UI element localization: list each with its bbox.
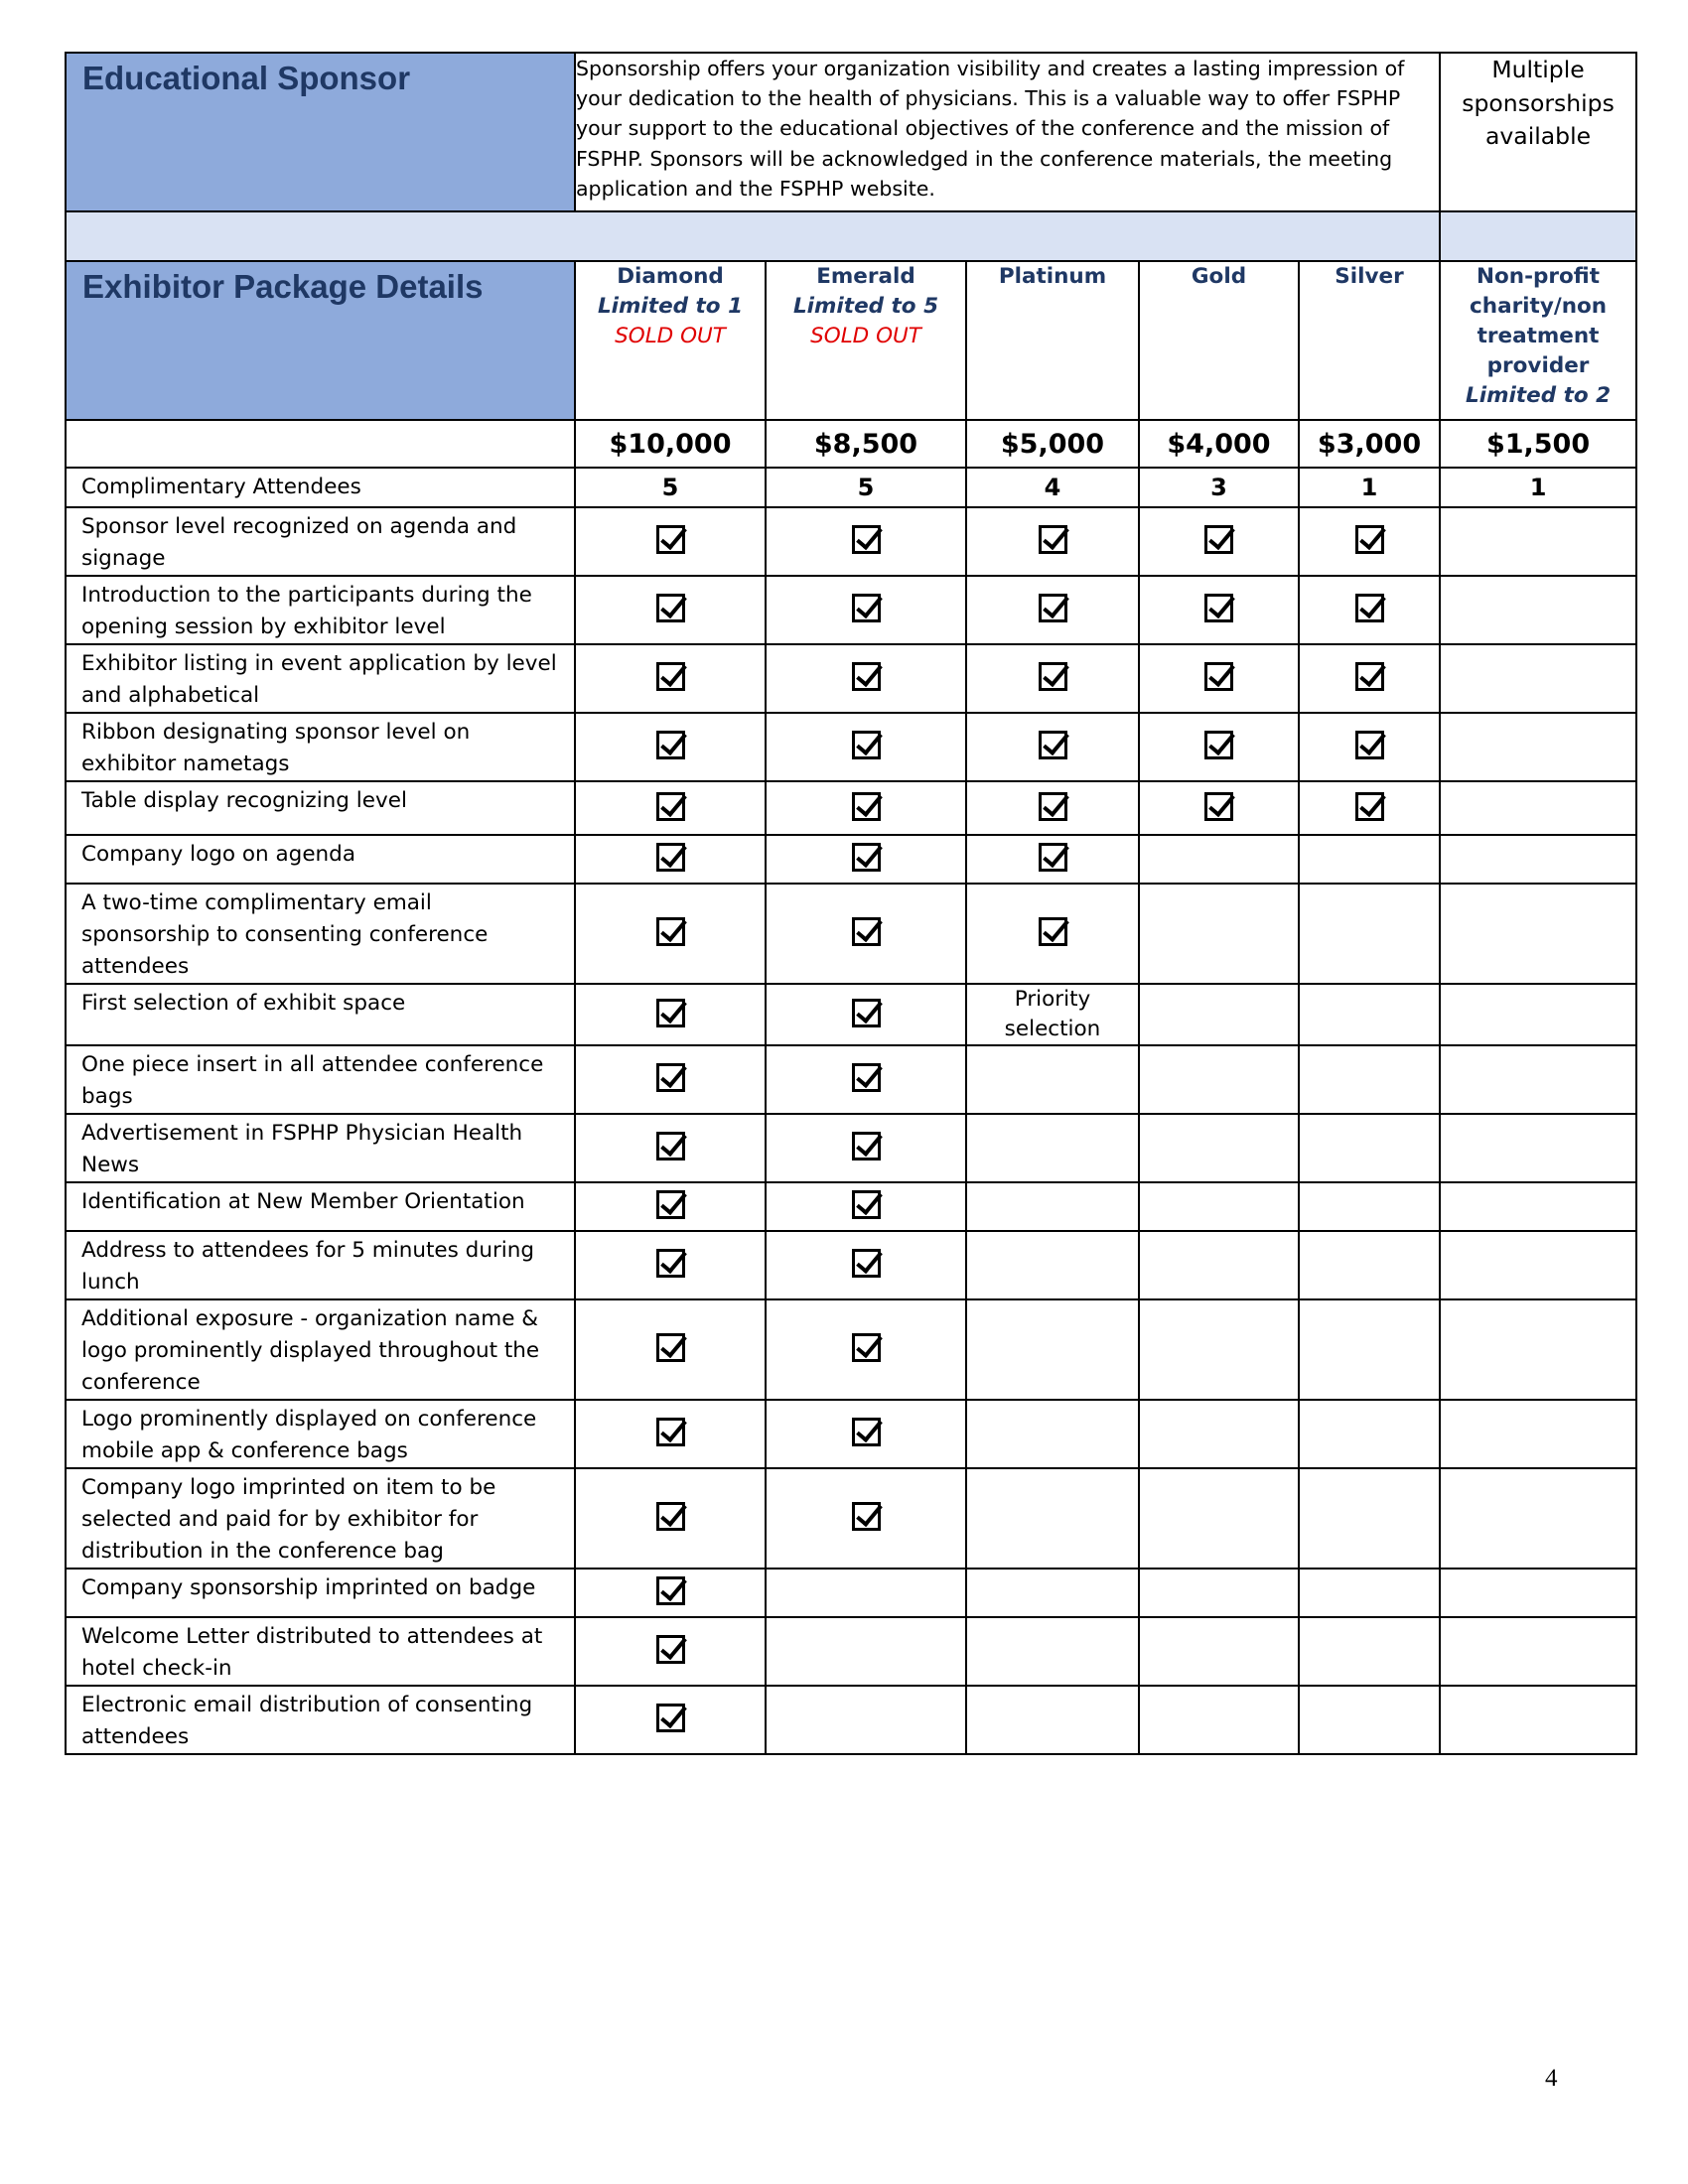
spacer-band-row <box>66 211 1636 261</box>
checkbox-checked-icon <box>656 792 685 821</box>
feature-row <box>66 1231 1636 1299</box>
empty-cell <box>1440 1299 1636 1400</box>
feature-label: Company logo on agenda <box>66 835 575 884</box>
included-cell <box>575 644 766 713</box>
feature-row <box>66 835 1636 884</box>
included-cell <box>1139 644 1299 713</box>
tier-limit-note: Limited to 5 <box>792 294 939 319</box>
included-cell <box>575 1299 766 1400</box>
feature-row <box>66 1182 1636 1231</box>
empty-cell <box>1139 1182 1299 1231</box>
empty-cell <box>1139 1045 1299 1114</box>
included-cell <box>575 1468 766 1569</box>
included-cell <box>766 1114 966 1182</box>
sold-out-label: SOLD OUT <box>615 324 726 348</box>
checkbox-checked-icon <box>1204 594 1233 622</box>
tier-price: $5,000 <box>966 420 1139 468</box>
tier-price: $3,000 <box>1299 420 1440 468</box>
checkbox-checked-icon <box>1204 731 1233 759</box>
checkbox-checked-icon <box>656 1249 685 1278</box>
tier-limit-note: Limited to 1 <box>597 294 744 319</box>
feature-row <box>66 884 1636 984</box>
checkbox-checked-icon <box>656 1190 685 1219</box>
empty-cell <box>1139 835 1299 884</box>
empty-cell <box>1440 1468 1636 1569</box>
tier-attendee-count: 5 <box>766 468 966 507</box>
empty-cell <box>966 1231 1139 1299</box>
tier-header-4 <box>1299 261 1440 420</box>
empty-cell <box>966 1617 1139 1686</box>
empty-cell <box>966 1686 1139 1754</box>
checkbox-checked-icon <box>852 917 881 946</box>
included-cell <box>575 507 766 576</box>
included-cell <box>1299 507 1440 576</box>
checkbox-checked-icon <box>852 1063 881 1092</box>
empty-cell <box>966 1468 1139 1569</box>
checkbox-checked-icon <box>852 999 881 1027</box>
checkbox-checked-icon <box>852 1333 881 1362</box>
checkbox-checked-icon <box>852 1502 881 1531</box>
empty-cell <box>1440 713 1636 781</box>
tier-price: $1,500 <box>1440 420 1636 468</box>
empty-cell <box>966 1182 1139 1231</box>
checkbox-checked-icon <box>656 1635 685 1664</box>
empty-cell <box>1440 1617 1636 1686</box>
feature-row <box>66 507 1636 576</box>
tier-name: Platinum <box>998 264 1107 289</box>
feature-row <box>66 1114 1636 1182</box>
included-cell <box>766 884 966 984</box>
empty-cell <box>1299 1617 1440 1686</box>
tier-price: $4,000 <box>1139 420 1299 468</box>
feature-label: Introduction to the participants during the opening session by exhibitor level <box>66 576 575 644</box>
checkbox-checked-icon <box>656 731 685 759</box>
checkbox-checked-icon <box>1039 843 1067 872</box>
feature-label: Company logo imprinted on item to be selected and paid for by exhibitor for distribution in the conference bag <box>66 1468 575 1569</box>
checkbox-checked-icon <box>852 1249 881 1278</box>
feature-label: Company sponsorship imprinted on badge <box>66 1569 575 1617</box>
feature-label: First selection of exhibit space <box>66 984 575 1045</box>
checkbox-checked-icon <box>1355 594 1384 622</box>
checkbox-checked-icon <box>852 594 881 622</box>
feature-row <box>66 1299 1636 1400</box>
tier-header-5 <box>1440 261 1636 420</box>
feature-row <box>66 644 1636 713</box>
empty-cell <box>1139 1231 1299 1299</box>
tier-header-0 <box>575 261 766 420</box>
empty-cell <box>1299 1114 1440 1182</box>
included-cell <box>1299 781 1440 835</box>
included-cell <box>966 507 1139 576</box>
empty-cell <box>1139 884 1299 984</box>
sold-out-label: SOLD OUT <box>810 324 921 348</box>
empty-cell <box>1299 1468 1440 1569</box>
included-cell <box>766 1299 966 1400</box>
tier-attendee-count: 5 <box>575 468 766 507</box>
checkbox-checked-icon <box>852 731 881 759</box>
checkbox-checked-icon <box>656 525 685 554</box>
included-cell <box>766 713 966 781</box>
checkbox-checked-icon <box>852 525 881 554</box>
exhibitor-title-cell <box>66 261 575 420</box>
feature-label: Additional exposure - organization name & logo prominently displayed throughout the conference <box>66 1299 575 1400</box>
tier-header-row <box>66 261 1636 420</box>
included-cell <box>766 576 966 644</box>
checkbox-checked-icon <box>656 1704 685 1732</box>
tier-name: Silver <box>1335 264 1404 289</box>
checkbox-checked-icon <box>852 1190 881 1219</box>
feature-label: Logo prominently displayed on conference mobile app & conference bags <box>66 1400 575 1468</box>
checkbox-checked-icon <box>1039 594 1067 622</box>
included-cell <box>766 984 966 1045</box>
included-cell <box>766 1182 966 1231</box>
tier-attendee-count: 4 <box>966 468 1139 507</box>
empty-cell <box>1299 1569 1440 1617</box>
tier-header-2 <box>966 261 1139 420</box>
included-cell <box>1299 576 1440 644</box>
empty-cell <box>1139 984 1299 1045</box>
feature-label: Sponsor level recognized on agenda and signage <box>66 507 575 576</box>
empty-cell <box>1299 984 1440 1045</box>
tier-name: Non-profit charity/non treatment provider <box>1470 264 1608 378</box>
included-cell <box>575 1231 766 1299</box>
empty-cell <box>766 1569 966 1617</box>
checkbox-checked-icon <box>1204 525 1233 554</box>
included-cell <box>766 1231 966 1299</box>
checkbox-checked-icon <box>1039 662 1067 691</box>
empty-cell <box>1440 576 1636 644</box>
empty-cell <box>1440 1400 1636 1468</box>
included-cell <box>575 1182 766 1231</box>
empty-cell <box>1299 1400 1440 1468</box>
checkbox-checked-icon <box>1039 917 1067 946</box>
empty-cell <box>1440 1045 1636 1114</box>
included-cell <box>766 644 966 713</box>
included-cell <box>966 644 1139 713</box>
attendees-row <box>66 468 1636 507</box>
checkbox-checked-icon <box>656 662 685 691</box>
empty-cell <box>1139 1569 1299 1617</box>
checkbox-checked-icon <box>656 917 685 946</box>
empty-cell <box>1440 984 1636 1045</box>
tier-attendee-count: 1 <box>1299 468 1440 507</box>
feature-row <box>66 984 1636 1045</box>
empty-cell <box>1299 1299 1440 1400</box>
empty-cell <box>1299 1686 1440 1754</box>
empty-cell <box>766 1686 966 1754</box>
feature-label: Advertisement in FSPHP Physician Health News <box>66 1114 575 1182</box>
checkbox-checked-icon <box>656 1063 685 1092</box>
empty-cell <box>766 1617 966 1686</box>
exhibitor-package-title: Exhibitor Package Details <box>82 268 484 305</box>
empty-cell <box>966 1400 1139 1468</box>
empty-cell <box>1299 835 1440 884</box>
tier-name: Emerald <box>816 264 915 289</box>
included-cell <box>1299 713 1440 781</box>
feature-row <box>66 1686 1636 1754</box>
tier-header-1 <box>766 261 966 420</box>
sponsor-description: Sponsorship offers your organization visibility and creates a lasting impression of your dedication to the health of physicians. This is a valuable way to offer FSPHP your support to the educational objectives of the conference and the mission of FSPHP. Sponsors will be acknowledged in the conference materials, the meeting application and the FSPHP website. <box>575 53 1440 211</box>
tier-limit-note: Limited to 2 <box>1466 383 1612 408</box>
empty-cell <box>966 1114 1139 1182</box>
included-cell <box>766 507 966 576</box>
included-cell <box>575 1686 766 1754</box>
empty-cell <box>1440 1569 1636 1617</box>
spacer-band <box>66 211 1440 261</box>
feature-row <box>66 1468 1636 1569</box>
feature-label: Table display recognizing level <box>66 781 575 835</box>
feature-row <box>66 1400 1636 1468</box>
empty-cell <box>966 1299 1139 1400</box>
included-cell <box>575 576 766 644</box>
included-cell <box>575 1400 766 1468</box>
tier-header-3 <box>1139 261 1299 420</box>
empty-cell <box>1299 884 1440 984</box>
empty-cell <box>1299 1045 1440 1114</box>
empty-cell <box>1440 1114 1636 1182</box>
checkbox-checked-icon <box>1039 731 1067 759</box>
empty-cell <box>1299 1231 1440 1299</box>
included-cell <box>1139 781 1299 835</box>
educational-sponsor-title: Educational Sponsor <box>82 60 411 96</box>
checkbox-checked-icon <box>1355 662 1384 691</box>
included-cell <box>966 835 1139 884</box>
included-cell <box>766 781 966 835</box>
empty-cell <box>1440 835 1636 884</box>
empty-cell <box>1440 507 1636 576</box>
feature-label: Welcome Letter distributed to attendees at hotel check-in <box>66 1617 575 1686</box>
included-cell <box>766 835 966 884</box>
price-label-cell <box>66 420 575 468</box>
included-cell <box>575 713 766 781</box>
empty-cell <box>1139 1114 1299 1182</box>
feature-row <box>66 713 1636 781</box>
feature-label: A two-time complimentary email sponsorship to consenting conference attendees <box>66 884 575 984</box>
tier-name: Gold <box>1191 264 1247 289</box>
checkbox-checked-icon <box>656 1132 685 1160</box>
checkbox-checked-icon <box>1039 525 1067 554</box>
included-cell <box>1139 713 1299 781</box>
educational-sponsor-row <box>66 53 1636 211</box>
empty-cell <box>966 1569 1139 1617</box>
tier-attendee-count: 3 <box>1139 468 1299 507</box>
checkbox-checked-icon <box>852 1132 881 1160</box>
feature-label: Identification at New Member Orientation <box>66 1182 575 1231</box>
checkbox-checked-icon <box>852 843 881 872</box>
empty-cell <box>1139 1686 1299 1754</box>
price-row <box>66 420 1636 468</box>
empty-cell <box>1139 1400 1299 1468</box>
included-cell <box>1139 507 1299 576</box>
empty-cell <box>1440 1182 1636 1231</box>
checkbox-checked-icon <box>852 1418 881 1446</box>
included-cell <box>575 884 766 984</box>
included-cell <box>1299 644 1440 713</box>
checkbox-checked-icon <box>656 1576 685 1605</box>
included-cell <box>1139 576 1299 644</box>
feature-row <box>66 781 1636 835</box>
feature-row <box>66 1617 1636 1686</box>
included-cell <box>575 1045 766 1114</box>
educational-sponsor-cell <box>66 53 575 211</box>
included-cell <box>575 1114 766 1182</box>
included-cell <box>966 576 1139 644</box>
included-cell <box>766 1045 966 1114</box>
included-cell <box>966 884 1139 984</box>
feature-note-cell: Priority selection <box>966 984 1139 1045</box>
feature-label: Address to attendees for 5 minutes during lunch <box>66 1231 575 1299</box>
checkbox-checked-icon <box>852 792 881 821</box>
checkbox-checked-icon <box>656 594 685 622</box>
checkbox-checked-icon <box>1355 525 1384 554</box>
tier-price: $10,000 <box>575 420 766 468</box>
empty-cell <box>1440 1686 1636 1754</box>
attendees-label: Complimentary Attendees <box>66 468 575 507</box>
feature-label: Exhibitor listing in event application by level and alphabetical <box>66 644 575 713</box>
checkbox-checked-icon <box>656 1418 685 1446</box>
feature-label: One piece insert in all attendee conference bags <box>66 1045 575 1114</box>
feature-label: Electronic email distribution of consenting attendees <box>66 1686 575 1754</box>
checkbox-checked-icon <box>1204 662 1233 691</box>
checkbox-checked-icon <box>656 843 685 872</box>
empty-cell <box>1440 781 1636 835</box>
included-cell <box>575 1617 766 1686</box>
empty-cell <box>1440 884 1636 984</box>
included-cell <box>966 713 1139 781</box>
checkbox-checked-icon <box>656 1333 685 1362</box>
checkbox-checked-icon <box>1355 792 1384 821</box>
included-cell <box>575 781 766 835</box>
checkbox-checked-icon <box>1355 731 1384 759</box>
spacer-band-end <box>1440 211 1636 261</box>
empty-cell <box>1139 1617 1299 1686</box>
tier-price: $8,500 <box>766 420 966 468</box>
checkbox-checked-icon <box>656 999 685 1027</box>
tier-name: Diamond <box>617 264 724 289</box>
empty-cell <box>1299 1182 1440 1231</box>
checkbox-checked-icon <box>852 662 881 691</box>
empty-cell <box>1139 1468 1299 1569</box>
included-cell <box>575 1569 766 1617</box>
sponsorship-table <box>65 52 1637 1755</box>
feature-label: Ribbon designating sponsor level on exhibitor nametags <box>66 713 575 781</box>
checkbox-checked-icon <box>1204 792 1233 821</box>
feature-row <box>66 576 1636 644</box>
feature-row <box>66 1569 1636 1617</box>
included-cell <box>766 1400 966 1468</box>
tier-attendee-count: 1 <box>1440 468 1636 507</box>
empty-cell <box>1440 1231 1636 1299</box>
feature-row <box>66 1045 1636 1114</box>
page-number: 4 <box>1545 2065 1558 2092</box>
empty-cell <box>1139 1299 1299 1400</box>
included-cell <box>575 984 766 1045</box>
included-cell <box>575 835 766 884</box>
checkbox-checked-icon <box>656 1502 685 1531</box>
sponsor-availability: Multiple sponsorships available <box>1440 53 1636 211</box>
empty-cell <box>966 1045 1139 1114</box>
included-cell <box>766 1468 966 1569</box>
empty-cell <box>1440 644 1636 713</box>
included-cell <box>966 781 1139 835</box>
checkbox-checked-icon <box>1039 792 1067 821</box>
